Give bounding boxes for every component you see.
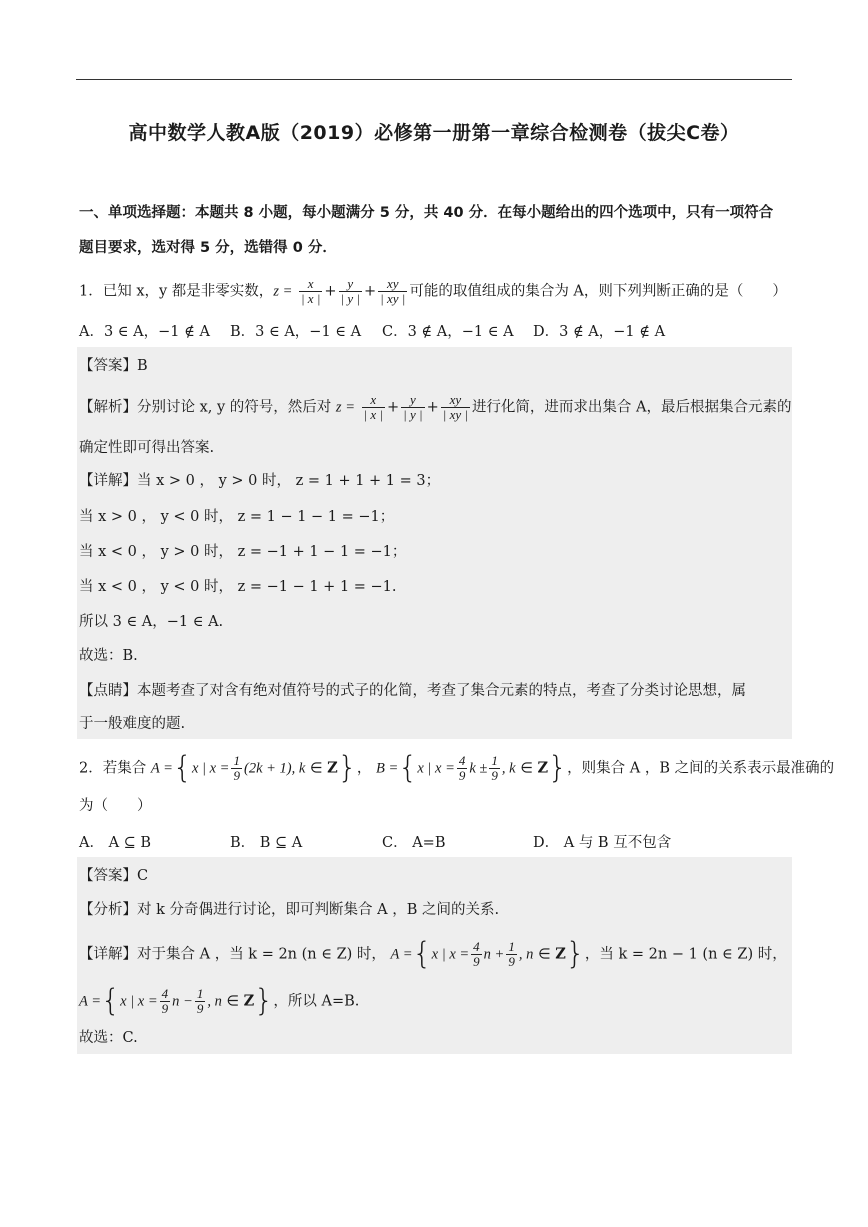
fraction: $\frac{y}{| y |}$ [340, 276, 360, 306]
q2-option-a: A． A ⊆ B [79, 835, 152, 851]
q1-detail-3: 当 x < 0 ， y > 0 时， z = −1 + 1 − 1 = −1； [79, 544, 407, 560]
q2-option-c: C． A=B [382, 835, 446, 851]
q1-detail-5: 所以 3 ∈ A，−1 ∈ A. [79, 614, 224, 630]
q1-comment: 【点睛】本题考查了对含有绝对值符号的式子的化简，考查了集合元素的特点，考查了分类讨论思想，属 [79, 683, 746, 699]
q1-option-c: C．3 ∉ A，−1 ∈ A [382, 324, 514, 340]
q1-option-a: A．3 ∈ A，−1 ∉ A [79, 324, 210, 340]
q1-option-d: D．3 ∉ A，−1 ∉ A [533, 324, 666, 340]
q2-answer: 【答案】C [79, 868, 149, 884]
fraction: $\frac{x}{| x |}$ [300, 276, 321, 306]
section-heading-cont: 题目要求，选对得 5 分，选错得 0 分． [79, 240, 337, 256]
q1-answer: 【答案】B [79, 358, 148, 374]
q2-detail-cont: A ={x | x = $\frac{4}{9}$ n − $\frac{1}{9}$ , n ∈ Z}，所以 A=B. [79, 983, 360, 1019]
q2-analysis: 【分析】对 k 分奇偶进行讨论，即可判断集合 A ，B 之间的关系. [79, 902, 500, 918]
section-heading: 一、单项选择题：本题共 8 小题，每小题满分 5 分，共 40 分．在每小题给出的四个选项中，只有一项符合 [79, 205, 774, 221]
q2-choose: 故选：C. [79, 1030, 138, 1046]
q1-detail-1: 【详解】当 x > 0 ， y > 0 时， z = 1 + 1 + 1 = 3； [79, 473, 441, 489]
q1-detail-4: 当 x < 0 ， y < 0 时， z = −1 − 1 + 1 = −1. [79, 579, 397, 595]
q1-analysis: 【解析】分别讨论 x, y 的符号，然后对 z = $\frac{x}{| x |}$ + $\frac{y}{| y |}$ + $\frac{xy}{| xy |}$ 进行化简，进而求出集合 A，最后根据集合元素的 [79, 392, 792, 422]
question-2-stem: 2．若集合 A ={x | x = $\frac{1}{9}$ (2k + 1), k ∈ Z}， B ={x | x = $\frac{4}{9}$ k ± $\frac{1}{9}$ , k ∈ Z}，则集合 A ，B 之间的关系表示最准确的 [79, 750, 835, 786]
question-2-stem-cont: 为（ ） [79, 798, 152, 814]
q1-detail-2: 当 x > 0 ， y < 0 时， z = 1 − 1 − 1 = −1； [79, 509, 395, 525]
q1-detail-6: 故选：B. [79, 648, 138, 664]
q2-option-d: D． A 与 B 互不包含 [533, 835, 672, 851]
fraction: $\frac{xy}{| xy |}$ [380, 276, 406, 306]
q1-analysis-cont: 确定性即可得出答案. [79, 440, 215, 456]
page-title: 高中数学人教A版（2019）必修第一册第一章综合检测卷（拔尖C卷） [128, 122, 740, 144]
q2-detail: 【详解】对于集合 A ，当 k = 2n (n ∈ Z) 时， A ={x | x = $\frac{4}{9}$ n + $\frac{1}{9}$ , n ∈ Z}，当 k = 2n − 1 (n ∈ Z) 时， [79, 936, 787, 972]
q1-option-b: B．3 ∈ A，−1 ∈ A [230, 324, 362, 340]
header-rule [76, 79, 792, 80]
q1-comment-cont: 于一般难度的题. [79, 716, 186, 732]
q2-option-b: B． B ⊆ A [230, 835, 303, 851]
question-1-stem: 1．已知 x，y 都是非零实数，z = $\frac{x}{| x |}$ + $\frac{y}{| y |}$ + $\frac{xy}{| xy |}$ 可能的取值组成的集合为 A，则下列判断正确的是（ ） [79, 276, 787, 306]
